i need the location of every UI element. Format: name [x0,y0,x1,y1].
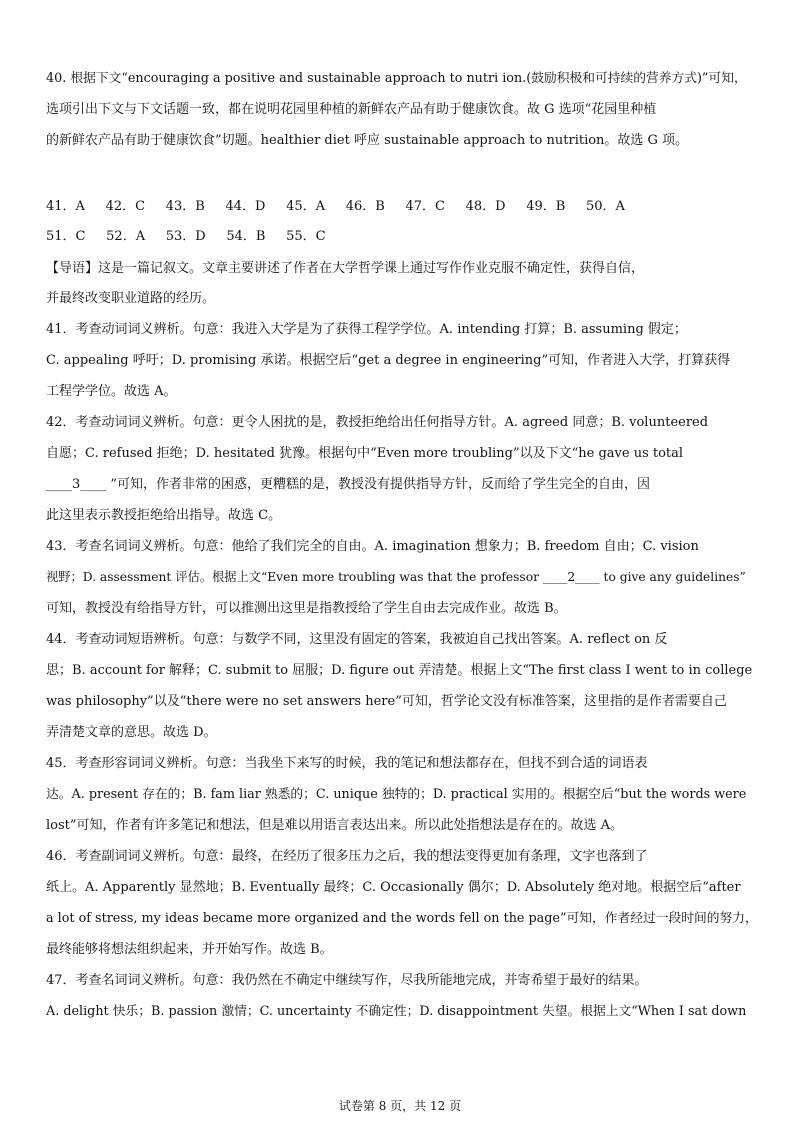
q43-line-2: 视野；D. assessment 评估。根据上文“Even more troubling was that the professor ____2____ to give any guidelines” [46,570,746,584]
q44-line-3: was philosophy”以及“there were no set answers here”可知，哲学论文没有标准答案，这里指的是作者需要自己 [46,694,727,709]
q41-line-3: 工程学学位。故选 A。 [46,384,177,399]
q42-line-3-text: ”可知，作者非常的困惑，更糟糕的是，教授没有提供指导方针，反而给了学生完全的自由，因 [106,477,651,492]
q40-line-3: 的新鲜农产品有助于健康饮食”切题。healthier diet 呼应 sustainable approach to nutrition。故选 G 项。 [46,133,689,148]
guide-line-2: 并最终改变职业道路的经历。 [46,291,216,306]
q45-line-1: 45．考查形容词词义辨析。句意：当我坐下来写的时候，我的笔记和想法都存在，但找不到合适的词语表 [46,756,648,771]
guide-line-1: 【导语】这是一篇记叙文。文章主要讲述了作者在大学哲学课上通过写作作业克服不确定性，获得自信， [46,261,645,276]
q46-line-3: a lot of stress, my ideas became more organized and the words fell on the page”可知，作者经过一段时间的努力， [46,911,758,926]
q40-line-1: 40. 根据下文“encouraging a positive and sustainable approach to nutri ion.(鼓励积极和可持续的营养方式)”可知， [46,71,747,86]
q40-line-2: 选项引出下文与下文话题一致，都在说明花园里种植的新鲜农产品有助于健康饮食。故 G 选项“花园里种植 [46,102,657,117]
q42-line-3 [46,474,758,495]
q41-line-2: C. appealing 呼吁；D. promising 承诺。根据空后“get a degree in engineering”可知，作者进入大学，打算获得 [46,353,731,368]
q47-line-2: A. delight 快乐；B. passion 激情；C. uncertainty 不确定性；D. disappointment 失望。根据上文“When I sat down [46,1004,747,1019]
q47-line-1: 47．考查名词词义辨析。句意：我仍然在不确定中继续写作，尽我所能地完成，并寄希望于最好的结果。 [46,973,648,988]
q44-line-4: 弄清楚文章的意思。故选 D。 [46,725,217,740]
q44-line-1: 44．考查动词短语辨析。句意：与数学不同，这里没有固定的答案，我被迫自己找出答案。A. reflect on 反 [46,632,668,647]
q42-line-1: 42．考查动词词义辨析。句意：更令人困扰的是，教授拒绝给出任何指导方针。A. agreed 同意；B. volunteered [46,415,709,430]
q46-line-1: 46．考查副词词义辨析。句意：最终，在经历了很多压力之后，我的想法变得更加有条理，文字也落到了 [46,849,648,864]
q46-line-4: 最终能够将想法组织起来，并开始写作。故选 B。 [46,942,333,957]
q44-line-2: 思；B. account for 解释；C. submit to 屈服；D. figure out 弄清楚。根据上文“The first class I went to in college [46,663,753,678]
q46-line-2: 纸上。A. Apparently 显然地；B. Eventually 最终；C. Occasionally 偶尔；D. Absolutely 绝对地。根据空后“after [46,880,741,895]
q42-line-4: 此这里表示教授拒绝给出指导。故选 C。 [46,508,282,523]
q43-line-1: 43．考查名词词义辨析。句意：他给了我们完全的自由。A. imagination 想象力；B. freedom 自由；C. vision [46,539,699,554]
answer-row-2: 51．C 52．A 53．D 54．B 55．C [46,229,326,244]
q41-line-1: 41．考查动词词义辨析。句意：我进入大学是为了获得工程学学位。A. intending 打算；B. assuming 假定； [46,322,687,337]
blank-3: ____3____ [46,477,107,492]
q45-line-3: lost”可知，作者有许多笔记和想法，但是难以用语言表达出来。所以此处指想法是存在的。故选 A。 [46,818,624,833]
page-footer: 试卷第 8 页，共 12 页 [338,1099,462,1113]
q43-line-3: 可知，教授没有给指导方针，可以推测出这里是指教授给了学生自由去完成作业。故选 B。 [46,601,567,616]
q42-line-2: 自愿；C. refused 拒绝；D. hesitated 犹豫。根据句中“Even more troubling”以及下文“he gave us total [46,446,684,461]
q45-line-2: 达。A. present 存在的；B. fam liar 熟悉的；C. unique 独特的；D. practical 实用的。根据空后“but the words were [46,787,747,802]
answer-row-1: 41．A 42．C 43．B 44．D 45．A 46．B 47．C 48．D 49．B 50．A [46,199,625,214]
